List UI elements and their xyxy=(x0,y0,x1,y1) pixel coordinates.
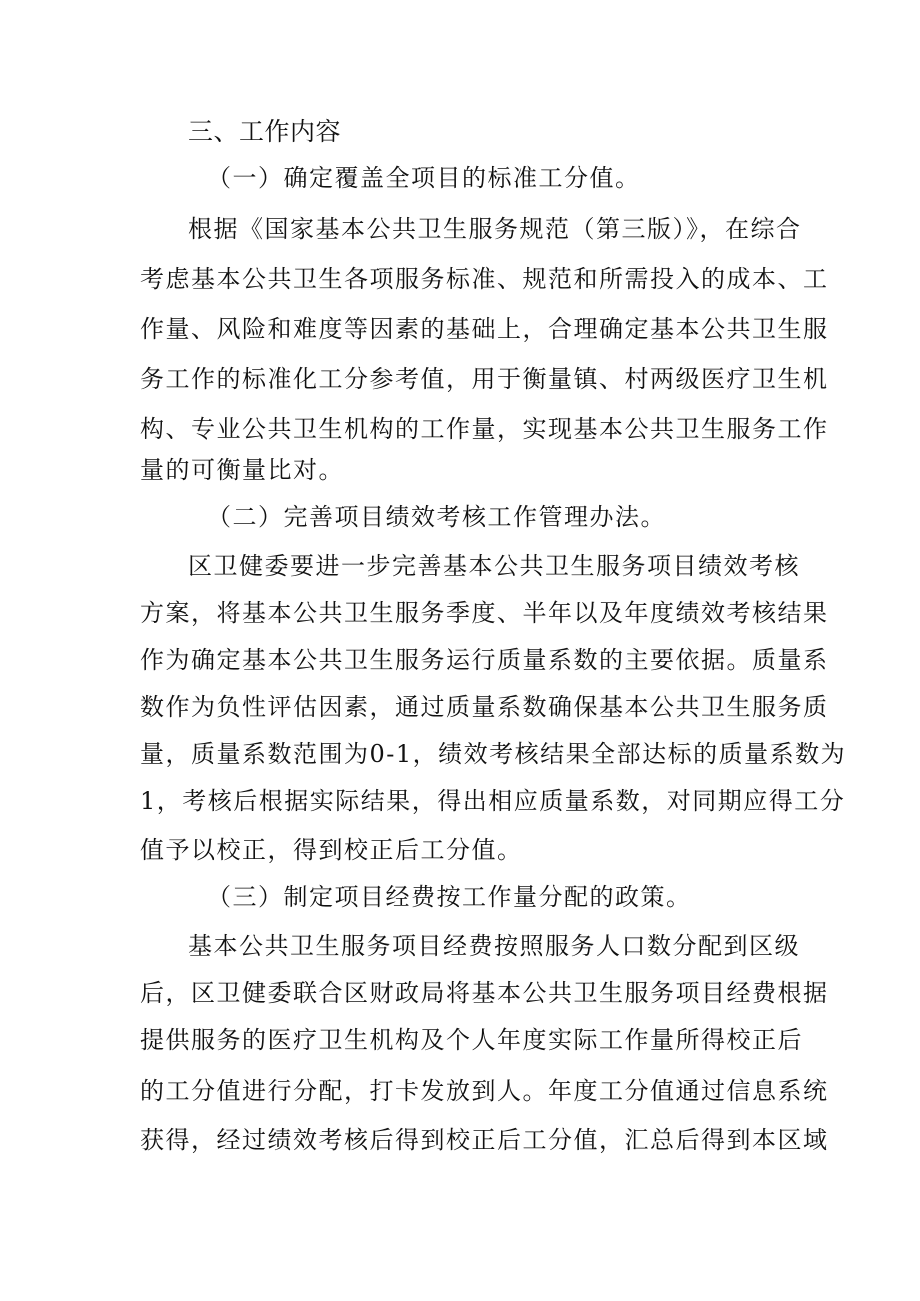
paragraph-line: 根据《国家基本公共卫生服务规范（第三版）》，在综合 xyxy=(188,215,802,243)
section-heading: 三、工作内容 xyxy=(188,117,342,146)
paragraph-line: 值予以校正，得到校正后工分值。 xyxy=(140,836,523,864)
paragraph-line: 提供服务的医疗卫生机构及个人年度实际工作量所得校正后 xyxy=(140,1026,803,1054)
paragraph-line: 作量、风险和难度等因素的基础上，合理确定基本公共卫生服 xyxy=(140,315,829,343)
paragraph-line: 后，区卫健委联合区财政局将基本公共卫生服务项目经费根据 xyxy=(140,979,829,1007)
subsection-2-title: （二）完善项目绩效考核工作管理办法。 xyxy=(207,503,666,531)
paragraph-line: 方案，将基本公共卫生服务季度、半年以及年度绩效考核结果 xyxy=(140,599,829,627)
paragraph-line: 量的可衡量比对。 xyxy=(140,456,344,484)
paragraph-line: 的工分值进行分配，打卡发放到人。年度工分值通过信息系统 xyxy=(140,1077,829,1105)
paragraph-line: 区卫健委要进一步完善基本公共卫生服务项目绩效考核 xyxy=(188,552,800,580)
paragraph-line: 基本公共卫生服务项目经费按照服务人口数分配到区级 xyxy=(188,932,800,960)
paragraph-line: 构、专业公共卫生机构的工作量，实现基本公共卫生服务工作 xyxy=(140,415,829,443)
paragraph-line: 量，质量系数范围为0-1，绩效考核结果全部达标的质量系数为 xyxy=(140,740,847,768)
paragraph-line: 作为确定基本公共卫生服务运行质量系数的主要依据。质量系 xyxy=(140,646,829,674)
subsection-3-title: （三）制定项目经费按工作量分配的政策。 xyxy=(207,883,692,911)
paragraph-line: 1，考核后根据实际结果，得出相应质量系数，对同期应得工分 xyxy=(140,787,846,815)
paragraph-line: 务工作的标准化工分参考值，用于衡量镇、村两级医疗卫生机 xyxy=(140,365,829,393)
subsection-1-title: （一）确定覆盖全项目的标准工分值。 xyxy=(207,164,641,192)
paragraph-line: 考虑基本公共卫生各项服务标准、规范和所需投入的成本、工 xyxy=(140,265,829,293)
paragraph-line: 获得，经过绩效考核后得到校正后工分值，汇总后得到本区域 xyxy=(140,1126,829,1154)
paragraph-line: 数作为负性评估因素，通过质量系数确保基本公共卫生服务质 xyxy=(140,693,829,721)
